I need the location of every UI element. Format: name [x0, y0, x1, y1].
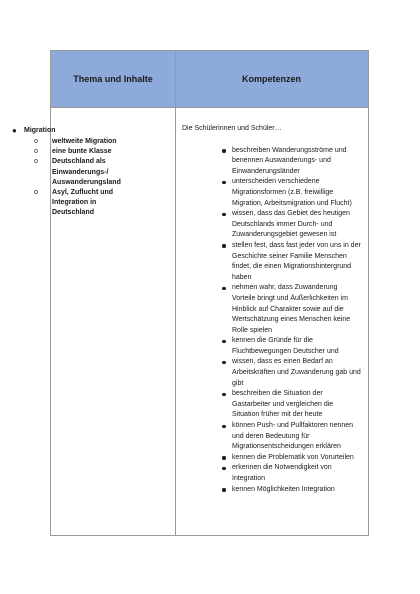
competence-text: wissen, dass es einen Bedarf an Arbeitskräften und Zuwanderung gab und gibt: [232, 358, 361, 387]
competence-text: kennen die Problematik von Vorurteilen: [232, 453, 354, 461]
topic-item: [12, 126, 122, 136]
subtopic-item: [12, 188, 122, 219]
column-divider: [175, 51, 176, 535]
circle-bullet-icon: o: [34, 189, 38, 197]
subtopic-text: weltweite Migration: [52, 138, 117, 145]
competence-text: kennen Möglichkeiten Integration: [232, 485, 335, 493]
bullet-icon: [222, 456, 226, 460]
competence-text: beschreiben Wanderungsströme und benennen Auswanderungs- und Einwanderungsländer: [232, 146, 347, 175]
subtopic-text: Asyl, Zuflucht und Integration in Deutschland: [52, 189, 114, 217]
competence-item: [182, 421, 362, 453]
competence-text: können Push- und Pullfaktoren nennen und deren Bedeutung für Migrationsentscheidungen erklären: [232, 422, 354, 451]
competence-item: [182, 463, 362, 484]
circle-bullet-icon: o: [34, 158, 38, 166]
bullet-icon: [222, 393, 226, 397]
competence-item: [182, 336, 362, 357]
subtopic-item: [12, 147, 122, 157]
competence-text: erkennen die Notwendigkeit von Integration: [232, 464, 332, 482]
topics-cell: [12, 126, 122, 219]
competence-text: beschreiben die Situation der Gastarbeiter und vergleichen die Situation früher mit der heute: [232, 390, 334, 419]
bullet-icon: ●: [12, 126, 17, 135]
competence-text: stellen fest, dass fast jeder von uns in der Geschichte seiner Familie Menschen findet, die einen Migrationshintergrund haben: [232, 241, 361, 281]
bullet-icon: [222, 149, 226, 153]
subtopic-text: Deutschland als Einwanderungs-/ Auswanderungsland: [52, 158, 121, 186]
bullet-icon: [222, 467, 226, 471]
bullet-icon: [222, 488, 226, 492]
bullet-icon: [222, 287, 226, 291]
competence-text: unterscheiden verschiedene Migrationsformen (z.B. freiwillige Migration, Arbeitsmigration und Flucht): [232, 178, 352, 207]
competence-list: [182, 146, 362, 496]
competence-item: [182, 357, 362, 389]
competences-cell: [182, 124, 362, 495]
competence-text: nehmen wahr, dass Zuwanderung Vorteile bringt und Äußerlichkeiten im Hinblick auf Charakter sowie auf die Wertschätzung eines Menschen keine Rolle spielen: [232, 284, 351, 334]
subtopic-item: [12, 137, 122, 147]
bullet-icon: [222, 425, 226, 429]
competences-intro: Die Schülerinnen und Schüler…: [182, 125, 282, 132]
subtopic-list: [12, 137, 122, 219]
header-topics: Thema und Inhalte: [73, 74, 153, 84]
bullet-icon: [222, 361, 226, 365]
competence-item: [182, 389, 362, 421]
subtopic-text: eine bunte Klasse: [52, 148, 112, 156]
competence-text: kennen die Gründe für die Fluchtbewegungen Deutscher und: [232, 337, 339, 355]
competence-item: [182, 241, 362, 283]
competence-item: [182, 283, 362, 336]
competence-item: [182, 146, 362, 178]
topic-title: Migration: [24, 127, 56, 134]
bullet-icon: [222, 181, 226, 185]
bullet-icon: [222, 340, 226, 344]
competence-item: [182, 453, 362, 464]
competence-item: [182, 209, 362, 241]
circle-bullet-icon: o: [34, 148, 38, 156]
header-competences: Kompetenzen: [241, 74, 301, 84]
competence-item: [182, 485, 362, 496]
subtopic-item: [12, 157, 122, 188]
competence-item: [182, 177, 362, 209]
circle-bullet-icon: o: [34, 138, 38, 145]
competence-text: wissen, dass das Gebiet des heutigen Deutschlands immer Durch- und Zuwanderungsgebiet gewesen ist: [232, 210, 350, 239]
bullet-icon: [222, 244, 226, 248]
bullet-icon: [222, 213, 226, 217]
table-header-row: [51, 51, 368, 108]
